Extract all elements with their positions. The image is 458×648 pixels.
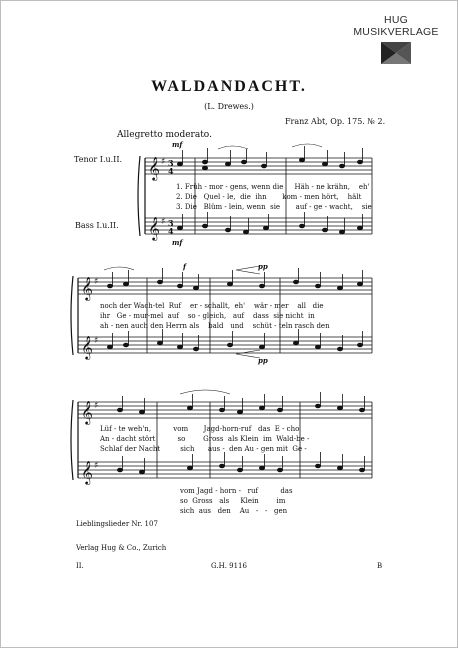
dynamic-pp-bottom: pp [258, 356, 268, 365]
svg-text:𝄞: 𝄞 [81, 335, 93, 359]
svg-text:4: 4 [168, 166, 174, 176]
svg-text:♯: ♯ [94, 336, 99, 346]
system3-upper-verse1: Lüf - te weh'n, vom Jagd-horn-ruf das E - cho [100, 425, 300, 433]
svg-text:𝄞: 𝄞 [148, 156, 160, 180]
svg-text:4: 4 [168, 226, 174, 236]
dynamic-mf-bottom: mf [172, 238, 183, 247]
dynamic-mf-top: mf [172, 140, 183, 149]
series-note: Lieblingslieder Nr. 107 [76, 520, 158, 528]
system2-verse2: ihr Ge - mur-mel auf so - gleich, auf dass sie nicht in [100, 312, 315, 320]
svg-text:𝄞: 𝄞 [81, 276, 93, 300]
svg-text:3: 3 [168, 218, 174, 228]
system2-lower-staff [78, 337, 372, 353]
svg-text:♯: ♯ [161, 157, 166, 167]
system3-upper-verse3: Schlaf der Nacht sich aus - den Au - gen mit Ge - [100, 445, 307, 453]
system1-verse2: 2. Die Quel - le, die ihn kom - men hört, hält [176, 193, 362, 201]
plate-number: G.H. 9116 [211, 562, 247, 570]
system3-lower-verse2: so Gross als Klein im [180, 497, 286, 505]
publisher-name-line1: HUG [384, 14, 408, 26]
svg-text:𝄞: 𝄞 [148, 216, 160, 240]
dynamic-pp-top: pp [258, 262, 268, 271]
system2-upper-staff [78, 278, 372, 294]
svg-text:♯: ♯ [94, 277, 99, 287]
publisher-note: Verlag Hug & Co., Zurich [76, 544, 167, 552]
svg-text:♯: ♯ [94, 401, 99, 411]
right-page-mark: B [377, 562, 383, 570]
bass-label: Bass I.u.II. [75, 221, 119, 230]
publisher-name-line2: MUSIKVERLAGE [353, 26, 439, 38]
tempo-marking: Allegretto moderato. [117, 130, 212, 140]
system3-lower-verse3: sich aus den Au - - gen [180, 507, 288, 515]
svg-text:♯: ♯ [161, 217, 166, 227]
song-title: WALDANDACHT. [151, 78, 307, 95]
system2-verse1: noch der Wach-tel Ruf er - schallt, eh' wär - mer all die [100, 302, 324, 310]
composer-credit: Franz Abt, Op. 175. № 2. [285, 117, 386, 126]
system3-lower-verse1: vom Jagd - horn - ruf das [180, 487, 293, 495]
left-page-mark: II. [76, 562, 84, 570]
svg-text:𝄞: 𝄞 [81, 460, 93, 484]
poet-credit: (L. Drewes.) [204, 102, 254, 111]
svg-text:♯: ♯ [94, 461, 99, 471]
svg-text:𝄞: 𝄞 [81, 400, 93, 424]
system1-verse1: 1. Früh - mor - gens, wenn die Häh - ne krähn, eh' [176, 183, 370, 191]
system3-upper-verse2: An - dacht stört so Gross als Klein im Wald-be - [100, 435, 310, 443]
dynamic-f: f [183, 262, 187, 271]
system2-verse3: ah - nen auch den Herrn als bald und schüt - teln rasch den [100, 322, 330, 330]
svg-text:3: 3 [168, 158, 174, 168]
system1-verse3: 3. Die Blüm - lein, wenn sie auf - ge - wacht, sie [176, 203, 372, 211]
tenor-label: Tenor I.u.II. [74, 155, 123, 164]
